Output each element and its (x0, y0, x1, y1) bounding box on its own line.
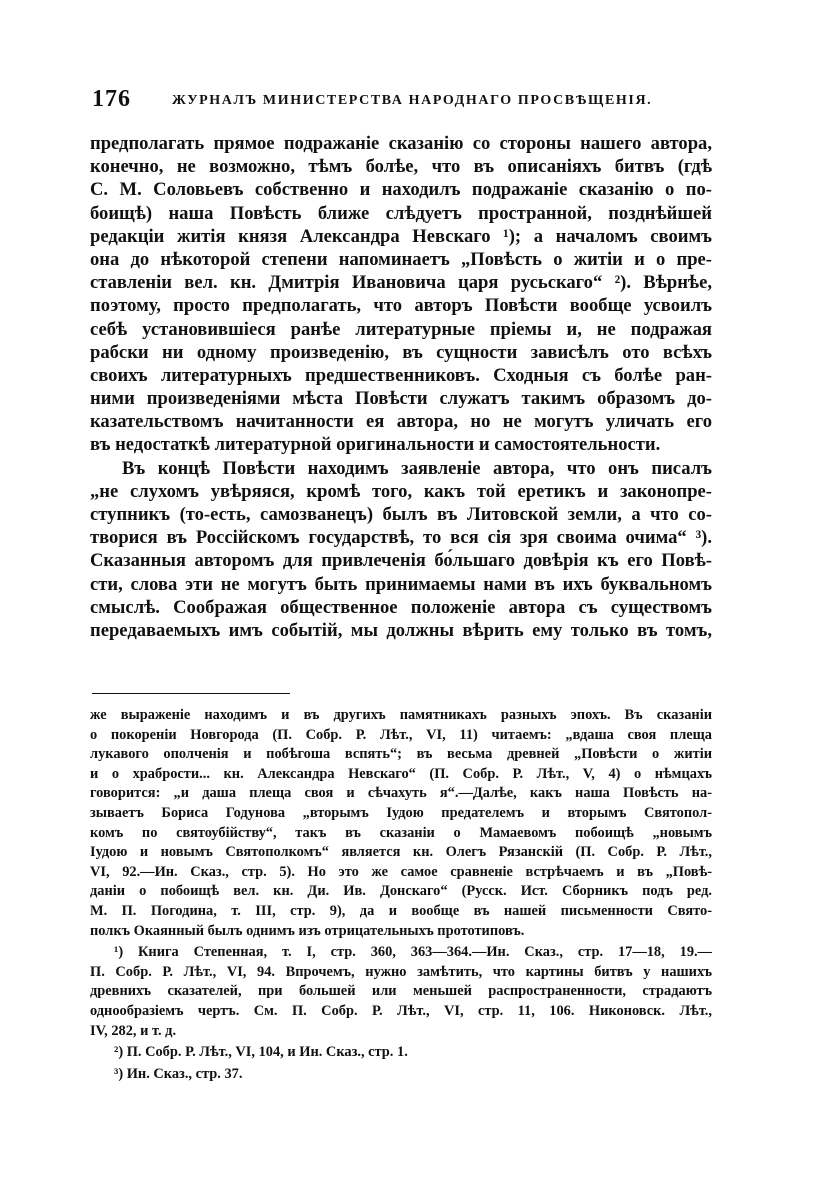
footnote-line: же выраженіе находимъ и въ другихъ памятникахъ разныхъ эпохъ. Въ сказаніи (90, 707, 712, 723)
text-line: предполагать прямое подражаніе сказанію со стороны нашего автора, (90, 133, 712, 154)
text-line: творися въ Россійскомъ государствѣ, то вся сія зря своима очима“ ³). (90, 527, 712, 549)
text-line: ними произведеніями мѣста Повѣсти служатъ такимъ образомъ до- (90, 388, 712, 410)
text-line: своихъ литературныхъ предшественниковъ. Сходныя съ болѣе ран- (90, 364, 712, 386)
text-line: въ недостаткѣ литературной оригинальности и самостоятельности. (90, 434, 661, 456)
footnote-line: М. П. Погодина, т. III, стр. 9), да и вообще въ нашей письменности Свято- (90, 902, 712, 919)
footnote-1-line: ¹) Книга Степенная, т. I, стр. 360, 363—364.—Ин. Сказ., стр. 17—18, 19.— (114, 944, 712, 961)
text-line: казательствомъ начитанности ея автора, но не могутъ уличать его (90, 411, 712, 433)
footnote-2: ²) П. Собр. Р. Лѣт., VI, 104, и Ин. Сказ., стр. 1. (114, 1044, 408, 1061)
footnote-rule (92, 693, 290, 694)
text-line: передаваемыхъ имъ событій, мы должны вѣрить ему только въ томъ, (90, 619, 712, 641)
text-line: конечно, не возможно, тѣмъ болѣе, что въ описаніяхъ битвъ (гдѣ (90, 156, 712, 178)
page-number: 176 (92, 86, 131, 112)
footnote-line: лукавого ополченія и побѣгоша вспять“; въ весьма древней „Повѣсти о житіи (90, 746, 712, 763)
footnote-1-line: древнихъ сказателей, при большей или меньшей распространенности, страдаютъ (90, 983, 712, 1000)
footnote-line: о покореніи Новгорода (П. Собр. Р. Лѣт., VI, 11) читаемъ: „вдаша своя плеща (90, 726, 712, 743)
text-line: Сказанныя авторомъ для привлеченія бо́льшаго довѣрія къ его Повѣ- (90, 550, 712, 572)
footnote-1-line: IV, 282, и т. д. (90, 1022, 177, 1039)
text-line: себѣ установившіеся ранѣе литературные пріемы и, не подражая (90, 318, 712, 340)
footnote-line: полкъ Окаянный былъ однимъ изъ отрицательныхъ прототиповъ. (90, 922, 525, 939)
text-line: она до нѣкоторой степени напоминаетъ „Повѣсть о житіи и о пре- (90, 248, 712, 270)
text-line: „не слухомъ увѣряяся, кромѣ того, какъ той еретикъ и законопре- (90, 480, 712, 502)
main-text (90, 132, 712, 642)
footnote-line: комъ по святоубійству“, такъ въ сказаніи о Мамаевомъ побоищѣ „новымъ (90, 824, 712, 841)
paragraph-start-line: Въ концѣ Повѣсти находимъ заявленіе автора, что онъ писалъ (122, 457, 712, 479)
text-line: С. М. Соловьевъ собственно и находилъ подражаніе сказанію о по- (90, 179, 712, 201)
footnote-line: зываетъ Бориса Годунова „вторымъ Іудою предателемъ и вторымъ Святопол- (90, 804, 712, 821)
footnote-line: Іудою и новымъ Святополкомъ“ является кн. Олегъ Рязанскій (П. Собр. Р. Лѣт., (90, 844, 712, 861)
footnote-1-line: П. Собр. Р. Лѣт., VI, 94. Впрочемъ, нужно замѣтить, что картины битвъ у нашихъ (90, 963, 712, 980)
text-line: сти, слова эти не могутъ быть принимаемы нами въ ихъ буквальномъ (90, 573, 712, 595)
text-line: ставленіи вел. кн. Дмитрія Ивановича царя русьскаго“ ²). Вѣрнѣе, (90, 272, 712, 294)
text-line: смыслѣ. Соображая общественное положеніе автора съ существомъ (90, 596, 712, 618)
footnote-1-line: однообразіемъ чертъ. См. П. Собр. Р. Лѣт., VI, стр. 11, 106. Никоновск. Лѣт., (90, 1002, 712, 1019)
footnote-line: и о храбрости... кн. Александра Невскаго“ (П. Собр. Р. Лѣт., V, 4) о нѣмцахъ (90, 765, 712, 782)
text-line: поэтому, просто предполагать, что авторъ Повѣсти вообще усвоилъ (90, 295, 712, 317)
running-head: ЖУРНАЛЪ МИНИСТЕРСТВА НАРОДНАГО ПРОСВѢЩЕНІЯ. (172, 93, 653, 108)
page-header (92, 86, 732, 122)
footnote-line: говорится: „и даша плеща своя и сѣчахуть я“.—Далѣе, какъ наша Повѣсть на- (90, 785, 712, 802)
footnote-line: даніи о побоищѣ вел. кн. Ди. Ив. Донскаго“ (Русск. Ист. Сборникъ подъ ред. (90, 883, 712, 900)
text-line: рабски ни одному произведенію, въ сущности зависѣлъ ото всѣхъ (90, 341, 712, 363)
text-line: боищѣ) наша Повѣсть ближе слѣдуетъ пространной, позднѣйшей (90, 202, 712, 224)
footnote-3: ³) Ин. Сказ., стр. 37. (114, 1065, 243, 1082)
footnotes (90, 706, 712, 1084)
text-line: редакціи житія князя Александра Невскаго ¹); а началомъ своимъ (90, 225, 712, 247)
footnote-line: VI, 92.—Ин. Сказ., стр. 5). Но это же самое сравненіе встрѣчаемъ и въ „Повѣ- (90, 863, 712, 880)
text-line: ступникъ (то-есть, самозванецъ) былъ въ Литовской земли, а что со- (90, 504, 712, 525)
